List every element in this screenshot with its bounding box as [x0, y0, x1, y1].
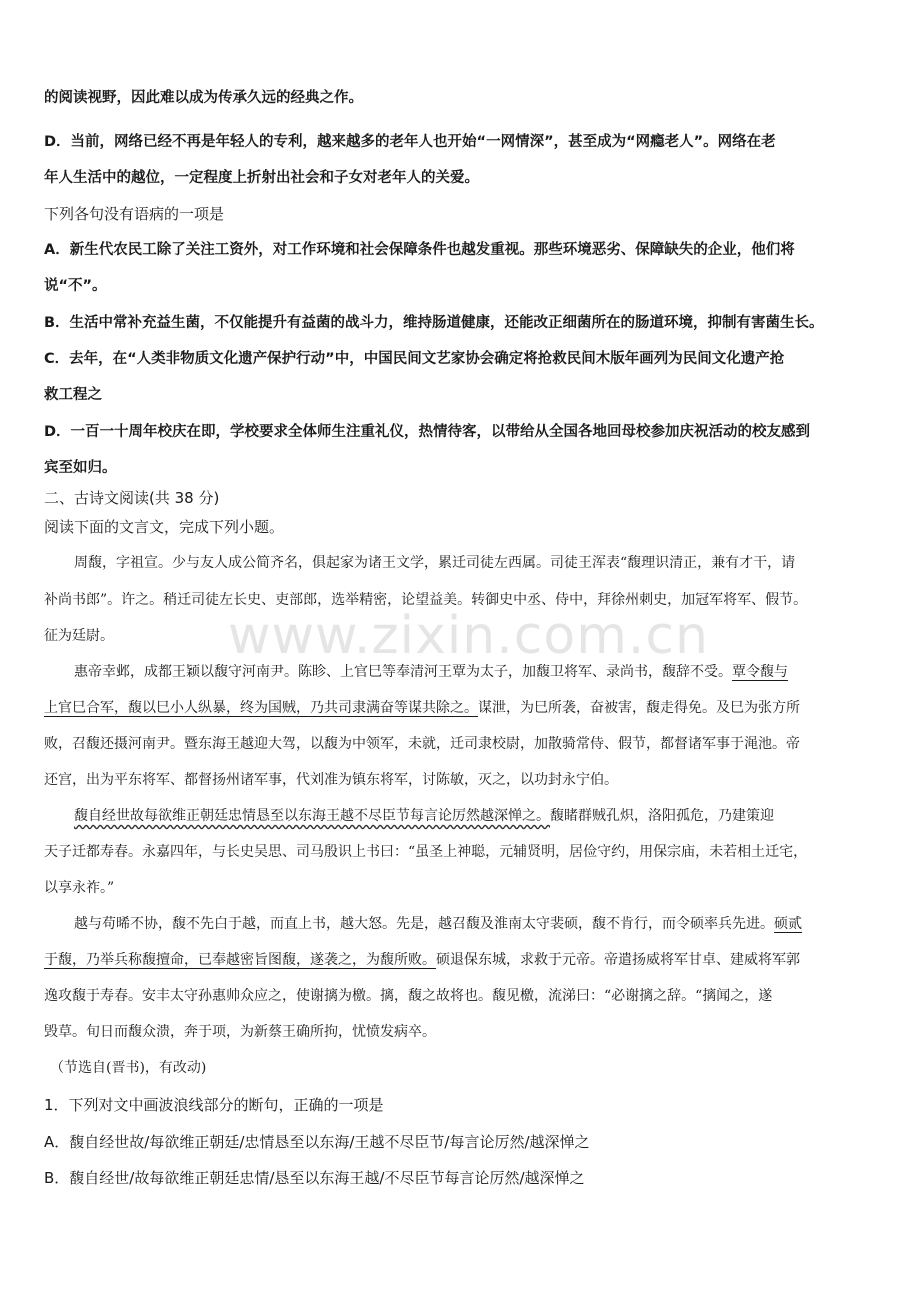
wavy-underlined-text: 馥自经世故每欲维正朝廷忠情恳至以东海王越不尽臣节每言论厉然越深惮之。	[74, 808, 550, 824]
passage-line	[44, 806, 774, 826]
passage-line: 还宫，出为平东将军、都督扬州诸军事，代刘准为镇东将军，讨陈敏，灭之，以功封永宁伯。	[44, 772, 618, 788]
option-b: B．生活中常补充益生菌，不仅能提升有益菌的战斗力，维持肠道健康，还能改正细菌所在的肠道环境，抑制有害菌生长。	[44, 315, 824, 331]
passage-line: 天子迁都寿春。永嘉四年，与长史吴思、司马殷识上书曰：“虽圣上神聪，元辅贤明，居俭守约，用保宗庙，未若相土迁宅，	[44, 844, 808, 860]
passage-line	[44, 698, 800, 718]
passage-text: 惠帝幸邺，成都王颖以馥守河南尹。陈眕、上官巳等奉清河王覃为太子，加馥卫将军、录尚书，馥辞不受。	[74, 664, 732, 680]
text-line: 年人生活中的越位，一定程度上折射出社会和子女对老年人的关爱。	[44, 170, 479, 186]
option-a-cont: 说“不”。	[44, 278, 107, 294]
option-d-line: D．当前，网络已经不再是年轻人的专利，越来越多的老年人也开始“一网情深”，甚至成为“网瘾老人”。网络在老	[44, 134, 776, 150]
question-stem: 下列各句没有语病的一项是	[44, 205, 225, 223]
passage-line: 补尚书郎”。许之。稍迁司徒左长史、吏部郎，选举精密，论望益美。转御史中丞、侍中，拜徐州刺史，加冠军将军、假节。	[44, 592, 808, 608]
question-1-option-a: A．馥自经世故/每欲维正朝廷/忠情恳至以东海/王越不尽臣节/每言论厉然/越深惮之	[44, 1133, 590, 1151]
passage-line: 毁草。旬日而馥众溃，奔于项，为新蔡王确所拘，忧愤发病卒。	[44, 1024, 436, 1040]
underlined-text: 硕贰	[774, 916, 802, 932]
question-1: 1．下列对文中画波浪线部分的断句，正确的一项是	[44, 1096, 384, 1114]
option-c-cont: 救工程之	[44, 387, 102, 403]
passage-line	[44, 914, 802, 934]
option-d: D．一百一十周年校庆在即，学校要求全体师生注重礼仪，热情待客，以带给从全国各地回母校参加庆祝活动的校友感到	[44, 424, 811, 440]
passage-line: 周馥，字祖宣。少与友人成公简齐名，俱起家为诸王文学，累迁司徒左西属。司徒王浑表“馥理识清正，兼有才干，请	[74, 555, 796, 571]
option-d-cont: 宾至如归。	[44, 460, 117, 476]
passage-text: 谋泄，为巳所袭，奋被害，馥走得免。及巳为张方所	[478, 700, 800, 716]
option-c: C．去年，在“人类非物质文化遗产保护行动”中，中国民间文艺家协会确定将抢救民间木版年画列为民间文化遗产抢	[44, 351, 785, 367]
underlined-text: 上官巳合军，馥以巳小人纵暴，终为国贼，乃共司隶满奋等谋共除之。	[44, 700, 478, 716]
text-line: 的阅读视野，因此难以成为传承久远的经典之作。	[44, 90, 363, 106]
passage-line	[44, 662, 788, 682]
option-a: A．新生代农民工除了关注工资外，对工作环境和社会保障条件也越发重视。那些环境恶劣、保障缺失的企业，他们将	[44, 242, 795, 258]
passage-line: 逸攻馥于寿春。安丰太守孙惠帅众应之，使谢摛为檄。摛，馥之故将也。馥见檄，流涕曰：“必谢摛之辞。“摛闻之，遂	[44, 988, 773, 1004]
section-heading: 二、古诗文阅读(共 38 分)	[44, 489, 220, 507]
question-1-option-b: B．馥自经世/故每欲维正朝廷忠情/恳至以东海王越/不尽臣节每言论厉然/越深惮之	[44, 1169, 585, 1187]
passage-text: 越与苟晞不协，馥不先白于越，而直上书，越大怒。先是，越召馥及淮南太守裴硕，馥不肯行，而令硕率兵先进。	[74, 916, 774, 932]
underlined-text: 覃令馥与	[732, 664, 788, 680]
passage-line: 以享永祚。”	[44, 880, 115, 896]
passage-line: 征为廷尉。	[44, 628, 114, 644]
passage-text: 硕退保东城，求救于元帝。帝遣扬威将军甘卓、建威将军郭	[436, 952, 800, 968]
source-note: （节选自(晋书)，有改动)	[50, 1060, 207, 1076]
passage-text: 馥睹群贼孔炽，洛阳孤危，乃建策迎	[550, 808, 774, 824]
passage-line: 败，召馥还摄河南尹。暨东海王越迎大驾，以馥为中领军，未就，迁司隶校尉，加散骑常侍、假节，都督诸军事于渑池。帝	[44, 736, 800, 752]
underlined-text: 于馥，乃举兵称馥擅命，已奉越密旨图馥，遂袭之，为馥所败。	[44, 952, 436, 968]
passage-line	[44, 950, 800, 970]
watermark: www.zixin.com.cn	[228, 606, 709, 666]
instruction: 阅读下面的文言文，完成下列小题。	[44, 518, 285, 536]
